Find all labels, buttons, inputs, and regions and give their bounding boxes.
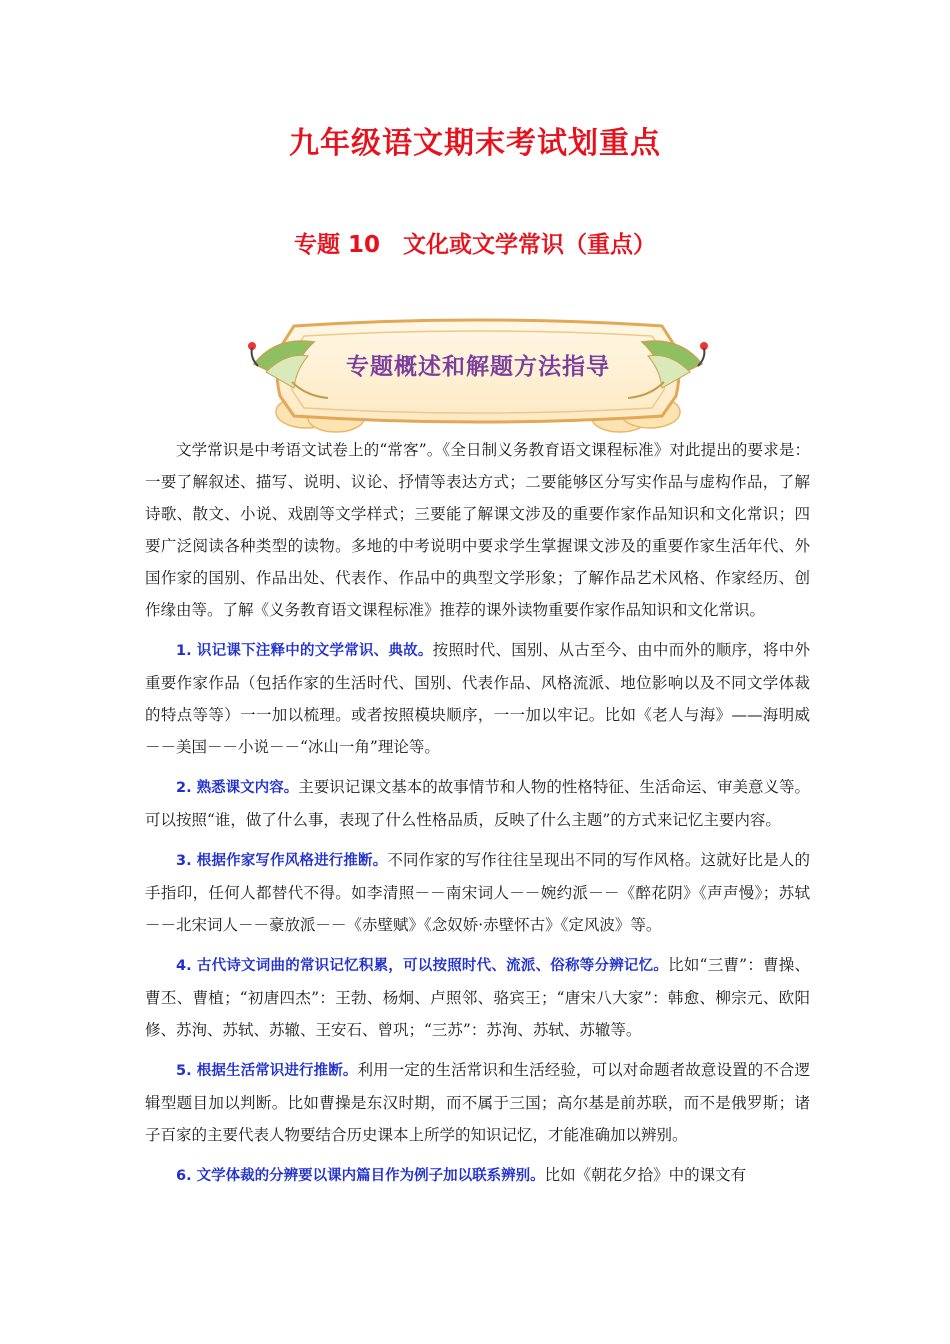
tip-text: 不同作家的写作往往呈现出不同的写作风格。这就好比是人的手指印，任何人都替代不得。如李清照－－南宋词人－－婉约派－－《醉花阴》《声声慢》；苏轼－－北宋词人－－豪放派－－《赤壁赋》《念奴娇·赤壁怀古》《定风波》等。: [145, 851, 810, 934]
tip-text: 按照时代、国别、从古至今、由中而外的顺序，将中外重要作家作品（包括作家的生活时代、国别、代表作品、风格流派、地位影响以及不同文学体裁的特点等等）一一加以梳理。或者按照模块顺序，一一加以牢记。比如《老人与海》——海明威－－美国－－小说－－“冰山一角”理论等。: [145, 641, 810, 756]
tip-paragraph: [145, 949, 810, 1046]
intro-paragraph: 文学常识是中考语文试卷上的“常客”。《全日制义务教育语文课程标准》对此提出的要求是：一要了解叙述、描写、说明、议论、抒情等表达方式；二要能够区分写实作品与虚构作品，了解诗歌、散文、小说、戏剧等文学样式；三要能了解课文涉及的重要作家作品知识和文化常识；四要广泛阅读各种类型的读物。多地的中考说明中要求学生掌握课文涉及的重要作家生活年代、外国作家的国别、作品出处、代表作、作品中的典型文学形象；了解作品艺术风格、作家经历、创作缘由等。了解《义务教育语文课程标准》推荐的课外读物重要作家作品知识和文化常识。: [145, 441, 810, 619]
tip-heading: 5. 根据生活常识进行推断。: [176, 1063, 358, 1079]
tip-heading: 3. 根据作家写作风格进行推断。: [176, 853, 388, 869]
page-title: 九年级语文期末考试划重点: [289, 126, 661, 161]
tip-text: 比如《朝花夕拾》中的课文有: [544, 1166, 747, 1184]
tip-paragraph: [145, 1159, 810, 1192]
topic-title: 专题 10 文化或文学常识（重点）: [293, 232, 656, 258]
tip-paragraph: [145, 771, 810, 836]
tip-paragraph: [145, 844, 810, 941]
tip-paragraph: [145, 634, 810, 763]
tip-heading: 4. 古代诗文词曲的常识记忆积累，可以按照时代、流派、俗称等分辨记忆。: [176, 958, 669, 974]
banner-label: 专题概述和解题方法指导: [346, 354, 610, 380]
tip-paragraph: [145, 1054, 810, 1151]
tip-heading: 2. 熟悉课文内容。: [176, 780, 299, 796]
section-banner: [236, 312, 720, 438]
tip-text: 主要识记课文基本的故事情节和人物的性格特征、生活命运、审美意义等。可以按照“谁，做了什么事，表现了什么性格品质，反映了什么主题”的方式来记忆主要内容。: [145, 778, 810, 829]
tip-heading: 1. 识记课下注释中的文学常识、典故。: [176, 643, 433, 659]
tip-text: 比如“三曹”：曹操、曹丕、曹植；“初唐四杰”：王勃、杨炯、卢照邻、骆宾王；“唐宋八大家”：韩愈、柳宗元、欧阳修、苏洵、苏轼、苏辙、王安石、曾巩；“三苏”：苏洵、苏轼、苏辙等。: [145, 956, 810, 1039]
tip-text: 利用一定的生活常识和生活经验，可以对命题者故意设置的不合逻辑型题目加以判断。比如曹操是东汉时期，而不属于三国；高尔基是前苏联，而不是俄罗斯；诸子百家的主要代表人物要结合历史课本上所学的知识记忆，才能准确加以辨别。: [145, 1061, 810, 1144]
tip-heading: 6. 文学体裁的分辨要以课内篇目作为例子加以联系辨别。: [176, 1168, 545, 1184]
article-body: [145, 434, 810, 1192]
